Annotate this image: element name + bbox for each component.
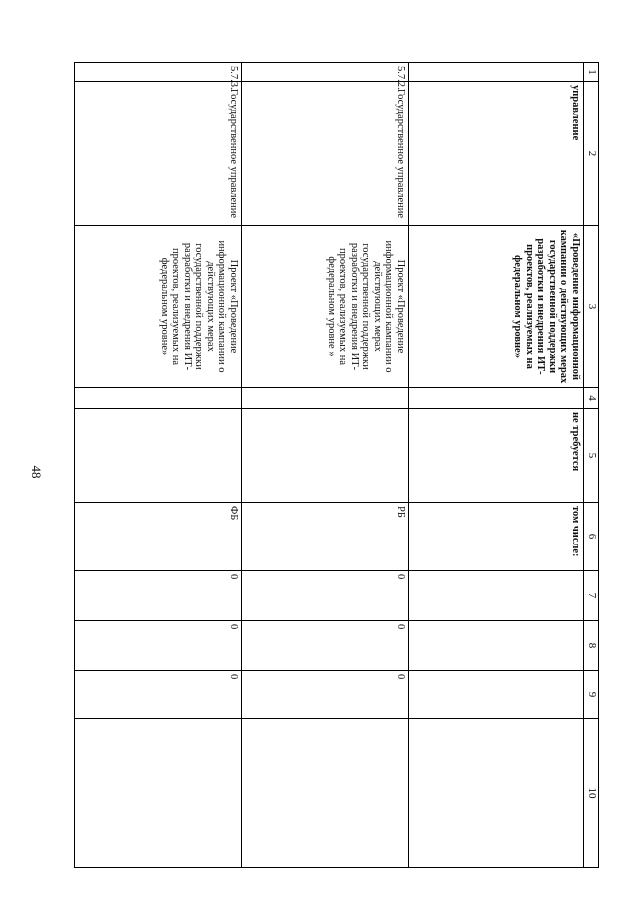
project-name-cell: Проект «Проведение информационной кампании о действующих мерах государственной поддержки разработки и внедрения ИТ-проектов, реализуемых на федеральном уровне » xyxy=(242,226,409,388)
table-cell xyxy=(242,409,409,503)
row-number-cell: 5.7.2. xyxy=(242,63,409,82)
table-cell: 0 xyxy=(242,621,409,671)
table-cell: 0 xyxy=(75,671,242,719)
header-cell: 7 xyxy=(584,571,599,621)
table-cell xyxy=(242,388,409,409)
program-table xyxy=(74,62,599,868)
header-cell: 9 xyxy=(584,671,599,719)
table-cell: не требуется xyxy=(409,409,584,503)
table-cell: 0 xyxy=(242,571,409,621)
row-number-cell xyxy=(409,63,584,82)
header-cell: 3 xyxy=(584,226,599,388)
table-cell xyxy=(242,719,409,868)
header-cell: 4 xyxy=(584,388,599,409)
header-cell: 2 xyxy=(584,82,599,226)
table-cell: том числе: xyxy=(409,503,584,571)
responsible-cell: Государственное управление xyxy=(75,82,242,226)
table-row xyxy=(75,63,242,868)
table-cell xyxy=(409,719,584,868)
header-cell: 5 xyxy=(584,409,599,503)
header-cell: 10 xyxy=(584,719,599,868)
rotated-table-container xyxy=(77,62,599,847)
table-cell: РБ xyxy=(242,503,409,571)
project-name-cell: «Проведение информационной кампании о действующих мерах государственной поддержки разработки и внедрения ИТ-проектов, реализуемых на федеральном уровне» xyxy=(409,226,584,388)
table-cell: 0 xyxy=(75,621,242,671)
header-cell: 8 xyxy=(584,621,599,671)
table-cell xyxy=(75,719,242,868)
responsible-cell: управление xyxy=(409,82,584,226)
project-name-cell: Проект «Проведение информационной кампании о действующих мерах государственной поддержки разработки и внедрения ИТ-проектов, реализуемых на федеральном уровне» xyxy=(75,226,242,388)
table-cell xyxy=(75,409,242,503)
table-row xyxy=(409,63,584,868)
header-cell: 1 xyxy=(584,63,599,82)
table-cell: ФБ xyxy=(75,503,242,571)
header-cell: 6 xyxy=(584,503,599,571)
row-number-cell: 5.7.3. xyxy=(75,63,242,82)
table-cell xyxy=(409,621,584,671)
table-cell xyxy=(75,388,242,409)
table-row xyxy=(242,63,409,868)
table-cell: 0 xyxy=(75,571,242,621)
table-cell xyxy=(409,388,584,409)
responsible-cell: Государственное управление xyxy=(242,82,409,226)
page-number: 48 xyxy=(29,465,44,479)
table-cell xyxy=(409,671,584,719)
table-cell: 0 xyxy=(242,671,409,719)
header-row xyxy=(584,63,599,868)
table-cell xyxy=(409,571,584,621)
